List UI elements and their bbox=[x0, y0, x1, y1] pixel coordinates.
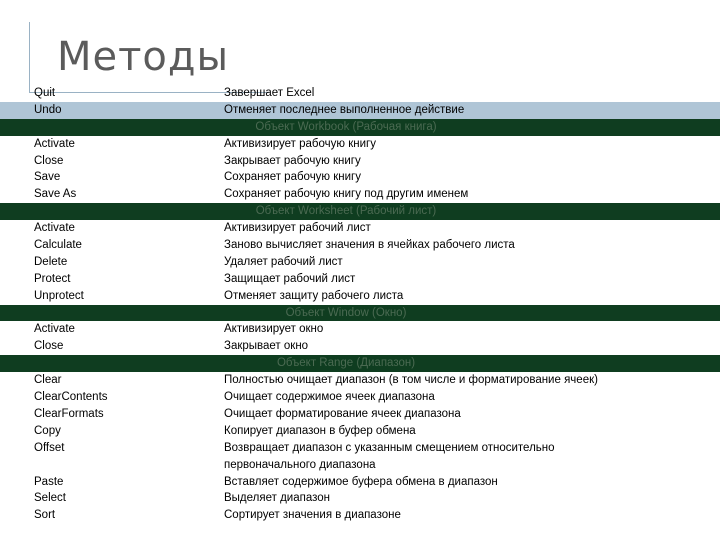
method-name: Unprotect bbox=[34, 289, 84, 302]
method-name: Clear bbox=[34, 374, 62, 387]
section-header-text: Объект Worksheet (Рабочий лист) bbox=[255, 205, 437, 218]
table-row bbox=[0, 389, 720, 406]
table-row bbox=[0, 372, 720, 389]
section-header-range bbox=[0, 355, 720, 372]
method-name: Sort bbox=[34, 509, 56, 522]
table-row bbox=[0, 406, 720, 423]
method-name: Quit bbox=[34, 87, 56, 99]
method-name: Activate bbox=[34, 137, 75, 150]
table-row-highlighted bbox=[0, 102, 720, 119]
method-description: Очищает форматирование ячеек диапазона bbox=[224, 407, 461, 420]
method-description: Активизирует рабочую книгу bbox=[224, 137, 376, 150]
method-description: Активизирует окно bbox=[224, 323, 324, 336]
table-row bbox=[0, 85, 720, 102]
method-description: Вставляет содержимое буфера обмена в диапазон bbox=[224, 475, 498, 488]
method-name: Delete bbox=[34, 255, 68, 268]
table-row bbox=[0, 271, 720, 288]
method-name: Save As bbox=[34, 188, 77, 201]
method-name: Save bbox=[34, 171, 61, 184]
section-header-text: Объект Window (Окно) bbox=[285, 306, 407, 319]
method-name: ClearContents bbox=[34, 391, 108, 404]
method-description: Копирует диапазон в буфер обмена bbox=[224, 424, 416, 437]
table-row bbox=[0, 186, 720, 203]
table-row bbox=[0, 237, 720, 254]
description-line-1: Возвращает диапазон с указанным смещением относительно bbox=[224, 441, 555, 454]
method-name: Protect bbox=[34, 272, 71, 285]
method-description: Отменяет последнее выполненное действие bbox=[224, 103, 465, 116]
method-description bbox=[224, 440, 555, 474]
section-header-text: Объект Range (Диапазон) bbox=[276, 357, 416, 370]
method-name: Undo bbox=[34, 103, 62, 116]
slide-title: Методы bbox=[57, 34, 230, 80]
table-row bbox=[0, 507, 720, 524]
table-row bbox=[0, 220, 720, 237]
table-row bbox=[0, 153, 720, 170]
method-description: Сортирует значения в диапазоне bbox=[224, 509, 401, 522]
table-row bbox=[0, 490, 720, 507]
method-name: Select bbox=[34, 492, 66, 505]
section-header-worksheet bbox=[0, 203, 720, 220]
table-row bbox=[0, 288, 720, 305]
method-name: Activate bbox=[34, 323, 75, 336]
method-description: Заново вычисляет значения в ячейках рабочего листа bbox=[224, 239, 515, 252]
section-header-window bbox=[0, 305, 720, 322]
method-description: Отменяет защиту рабочего листа bbox=[224, 289, 404, 302]
table-row bbox=[0, 440, 720, 474]
section-header-text: Объект Workbook (Рабочая книга) bbox=[255, 120, 437, 133]
table-row bbox=[0, 321, 720, 338]
method-description: Полностью очищает диапазон (в том числе и форматирование ячеек) bbox=[224, 374, 598, 387]
method-description: Выделяет диапазон bbox=[224, 492, 330, 505]
description-line-2: первоначального диапазона bbox=[224, 458, 376, 471]
method-name: Offset bbox=[34, 441, 65, 454]
method-description: Защищает рабочий лист bbox=[224, 272, 356, 285]
table-row bbox=[0, 423, 720, 440]
method-description: Завершает Excel bbox=[224, 87, 315, 99]
method-description: Сохраняет рабочую книгу bbox=[224, 171, 362, 184]
table-row bbox=[0, 169, 720, 186]
title-accent-vertical-line bbox=[29, 22, 30, 92]
method-name: Close bbox=[34, 154, 64, 167]
method-name: Paste bbox=[34, 475, 64, 488]
table-row bbox=[0, 338, 720, 355]
method-description: Сохраняет рабочую книгу под другим именем bbox=[224, 188, 469, 201]
method-name: Copy bbox=[34, 424, 61, 437]
methods-table bbox=[0, 85, 720, 524]
method-description: Активизирует рабочий лист bbox=[224, 222, 371, 235]
method-description: Закрывает рабочую книгу bbox=[224, 154, 361, 167]
method-name: Close bbox=[34, 340, 64, 353]
table-row bbox=[0, 254, 720, 271]
table-row bbox=[0, 474, 720, 491]
method-name: Calculate bbox=[34, 239, 82, 252]
table-row bbox=[0, 136, 720, 153]
method-description: Удаляет рабочий лист bbox=[224, 255, 343, 268]
method-description: Очищает содержимое ячеек диапазона bbox=[224, 391, 435, 404]
method-description: Закрывает окно bbox=[224, 340, 309, 353]
method-name: Activate bbox=[34, 222, 75, 235]
section-header-workbook bbox=[0, 119, 720, 136]
method-name: ClearFormats bbox=[34, 407, 104, 420]
